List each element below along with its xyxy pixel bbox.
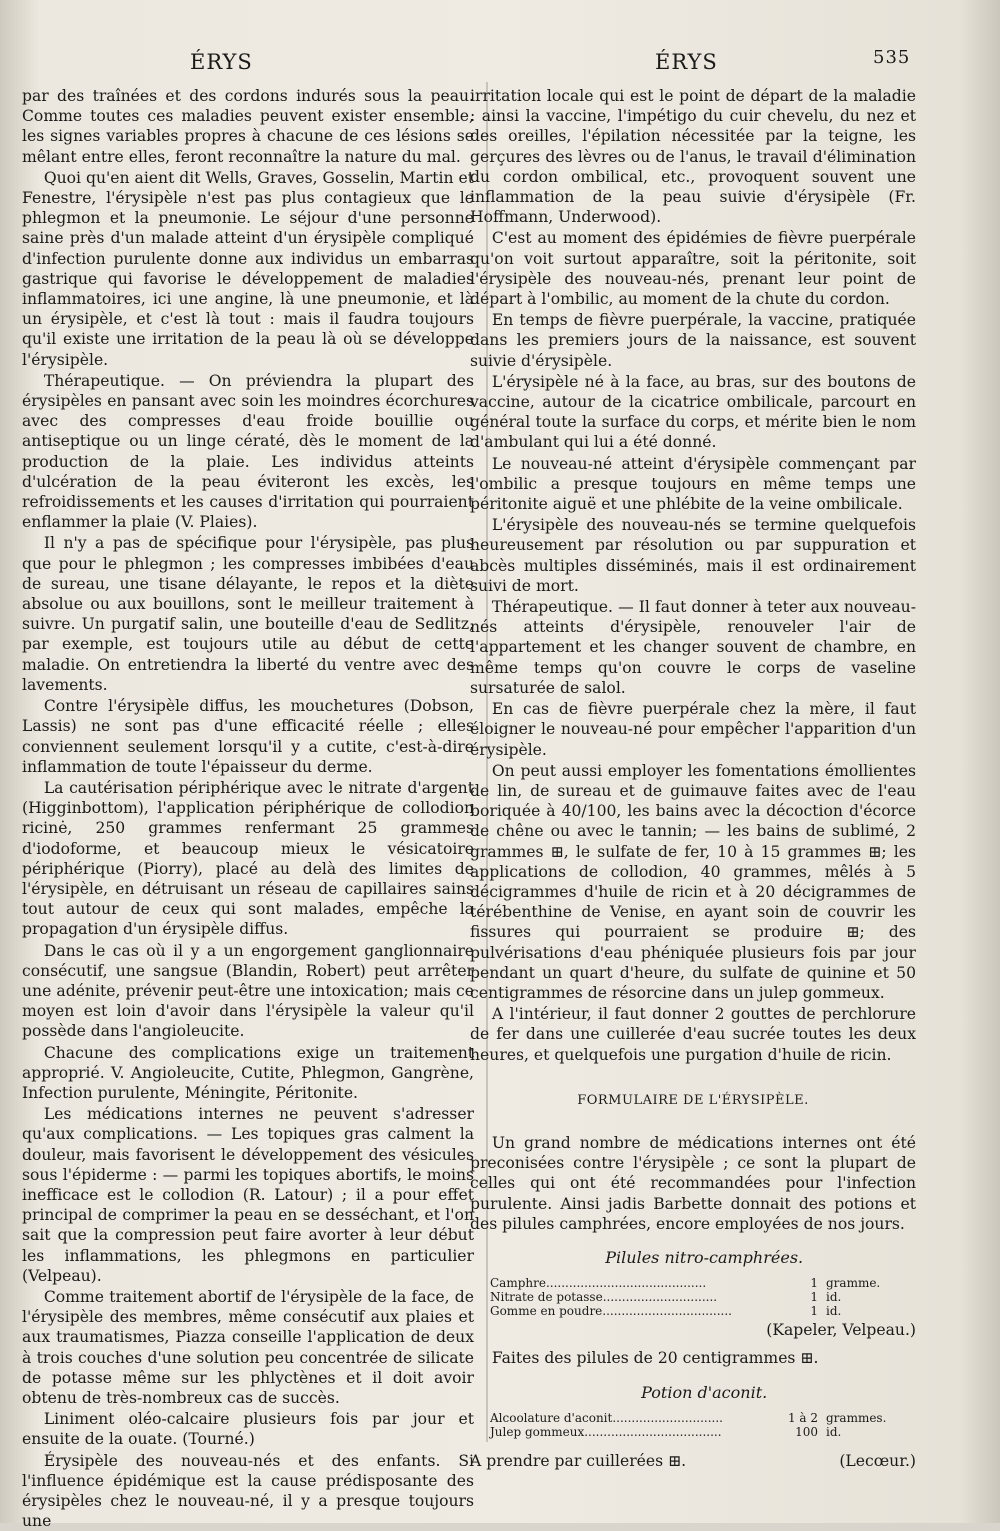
paragraph: irritation locale qui est le point de départ de la maladie : ainsi la vaccine, l'impétigo du cuir chevelu, du nez et des oreilles, l'épilation nécessitée par la teigne, les gerçures des lèvres ou de l'anus, le travail d'élimination du cordon ombilical, etc., provoquent souvent une inflammation de la peau suivie d'érysipèle (Fr. Hoffmann, Underwood). [470, 87, 916, 227]
paragraph: C'est au moment des épidémies de fièvre puerpérale qu'on voit surtout apparaître, soit la péritonite, soit l'érysipèle des nouveau-nés, prenant leur point de départ à l'ombilic, au moment de la chute du cordon. [470, 229, 916, 309]
recipe-source: (Kapeler, Velpeau.) [766, 1321, 916, 1340]
paragraph: Contre l'érysipèle diffus, les mouchetures (Dobson, Lassis) ne sont pas d'une efficacité réelle ; elles conviennent seulement lorsqu'il y a cutite, c'est-à-dire inflammation de toute l'épaisseur du derme. [22, 697, 474, 776]
recipe-row [470, 1290, 916, 1304]
paragraph: Le nouveau-né atteint d'érysipèle commençant par l'ombilic a presque toujours en même temps une péritonite aiguë et une phlébite de la veine ombilicale. [470, 454, 916, 514]
recipe-note: Faites des pilules de 20 centigrammes ⊞. [491, 1349, 819, 1368]
paragraph: Érysipèle des nouveau-nés et des enfants. Si l'influence épidémique est la cause prédisposante des érysipèles chez le nouveau-né, il y a presque toujours une [22, 1451, 474, 1531]
recipe-footer [470, 1451, 916, 1471]
paragraph: A l'intérieur, il faut donner 2 gouttes de perchlorure de fer dans une cuillerée d'eau sucrée toutes les deux heures, et quelquefois une purgation d'huile de ricin. [470, 1005, 916, 1064]
paragraph: par des traînées et des cordons indurés sous la peau. Comme toutes ces maladies peuvent exister ensemble, les signes variables propres à chacune de ces lésions se mêlant entre elles, feront reconnaître la nature du mal. [22, 87, 474, 166]
paragraph: Il n'y a pas de spécifique pour l'érysipèle, pas plus que pour le phlegmon ; les compresses imbibées d'eau de sureau, une tisane délayante, le repos et la diète absolue ou aux bouillons, sont le meilleur traitement à suivre. Un purgatif salin, une bouteille d'eau de Sedlitz, par exemple, est toujours utile au début de cette maladie. On entretiendra la liberté du ventre avec des lavements. [22, 534, 474, 694]
paragraph: On peut aussi employer les fomentations émollientes de lin, de sureau et de guimauve faites avec de l'eau boriquée à 40/100, les bains avec la décoction d'écorce de chêne ou avec le tannin; — les bains de sublimé, 2 grammes ⊞, le sulfate de fer, 10 à 15 grammes ⊞; les applications de collodion, 40 grammes, mêlés à 5 décigrammes d'huile de ricin et à 20 décigrammes de térébenthine de Venise, en ayant soin de couvrir les fissures qui pourraient se produire ⊞; des pulvérisations d'eau phéniquée plusieurs fois par jour pendant un quart d'heure, du sulfate de quinine et 50 centigrammes de résorcine dans un julep gommeux. [470, 761, 916, 1002]
paragraph: En temps de fièvre puerpérale, la vaccine, pratiquée dans les premiers jours de la naissance, est souvent suivie d'érysipèle. [470, 311, 916, 370]
running-head-right: ÉRYS [655, 50, 718, 74]
ingredient: Camphre.......................................... [490, 1276, 707, 1291]
paragraph: Les médications internes ne peuvent s'adresser qu'aux complications. — Les topiques gras calment la douleur, mais favorisent le développement des vésicules sous l'épiderme : — parmi les topiques abortifs, le moins inefficace est le collodion (R. Latour) ; il a pour effet principal de comprimer la peau en se desséchant, et l'on sait que la compression peut faire avorter à leur début les inflammations, les phlegmons en particulier (Velpeau). [22, 1105, 474, 1285]
recipe-row [470, 1411, 916, 1425]
formulary-heading: FORMULAIRE DE L'ÉRYSIPÈLE. [577, 1092, 809, 1108]
paragraph: La cautérisation périphérique avec le nitrate d'argent (Higginbottom), l'application périphérique de collodion ricinė, 250 grammes renfermant 25 grammes d'iodoforme, et beaucoup mieux le vésicatoire périphérique (Piorry), placé au delà des limites de l'érysipèle, en détruisant un réseau de capillaires sains tout autour de ceux qui sont malades, empêche la propagation d'un érysipèle diffus. [22, 778, 474, 939]
unit: grammes. [826, 1410, 887, 1425]
recipe-source: (Lecœur.) [839, 1451, 916, 1470]
running-head-left: ÉRYS [190, 50, 253, 74]
quantity: 100 [795, 1424, 818, 1439]
paragraph: L'érysipèle né à la face, au bras, sur des boutons de vaccine, autour de la cicatrice ombilicale, parcourt en général toute la surface du corps, et mérite bien le nom d'ambulant qui lui a été donné. [470, 372, 916, 452]
unit: id. [826, 1304, 842, 1319]
paragraph: En cas de fièvre puerpérale chez la mère, il faut éloigner le nouveau-né pour empêcher l'apparition d'un érysipèle. [470, 700, 916, 759]
recipe-row [470, 1425, 916, 1439]
unit: gramme. [826, 1276, 881, 1291]
paragraph: Quoi qu'en aient dit Wells, Graves, Gosselin, Martin et Fenestre, l'érysipèle n'est pas plus contagieux que le phlegmon et la pneumonie. Le séjour d'une personne saine près d'un malade atteint d'un érysipèle compliqué d'infection purulente donne aux individus un embarras gastrique qui favorise le développement de maladies inflammatoires, ici une angine, là une pneumonie, et là un érysipèle, et c'est là tout : mais il faudra toujours qu'il existe une irritation de la peau là où se développe l'érysipèle. [22, 168, 475, 369]
ingredient: Nitrate de potasse.............................. [490, 1290, 718, 1305]
quantity: 1 [810, 1290, 818, 1305]
unit: id. [826, 1424, 842, 1439]
paragraph: Thérapeutique. — On préviendra la plupart des érysipèles en pansant avec soin les moindres écorchures avec des compresses d'eau froide bouillie ou antiseptique ou un linge cératé, dès le moment de la production de la plaie. Les individus atteints d'ulcération de la peau éviteront les excès, les refroidissements et les causes d'irritation qui pourraient enflammer la plaie (V. Plaies). [22, 371, 474, 532]
recipe-title: Pilules nitro-camphrées. [605, 1247, 804, 1267]
right-column [470, 86, 916, 1471]
unit: id. [826, 1290, 842, 1305]
recipe-note: A prendre par cuillerées ⊞. [470, 1451, 687, 1470]
ingredient: Gomme en poudre.................................. [490, 1304, 732, 1319]
page-number: 535 [873, 47, 911, 68]
left-column [22, 86, 474, 1531]
recipe-table [470, 1276, 916, 1318]
quantity: 1 [810, 1304, 818, 1319]
paragraph: Dans le cas où il y a un engorgement ganglionnaire consécutif, une sangsue (Blandin, Robert) peut arrêter une adénite, prévenir peut-être une intoxication; mais ce moyen est loin d'avoir dans l'érysipèle la valeur qu'il possède dans l'angioleucite. [22, 941, 474, 1041]
recipe-title: Potion d'aconit. [641, 1382, 768, 1402]
paragraph: Liniment oléo-calcaire plusieurs fois par jour et ensuite de la ouate. (Tourné.) [22, 1410, 474, 1449]
paragraph: L'érysipèle des nouveau-nés se termine quelquefois heureusement par résolution ou par suppuration et abcès multiples disséminés, mais il est ordinairement suivi de mort. [470, 516, 916, 595]
formulary-intro: Un grand nombre de médications internes ont été preconisées contre l'érysipèle ; ce sont la plupart de celles qui ont été recommandées pour l'infection purulente. Ainsi jadis Barbette donnait des potions et des pilules camphrées, encore employées de nos jours. [470, 1133, 916, 1233]
ingredient: Julep gommeux.................................... [490, 1424, 722, 1439]
ingredient: Alcoolature d'aconit............................. [490, 1410, 723, 1425]
paragraph: Chacune des complications exige un traitement approprié. V. Angioleucite, Cutite, Phlegmon, Gangrène, Infection purulente, Méningite, Péritonite. [22, 1043, 474, 1102]
recipe-table [470, 1411, 916, 1439]
recipe-row [470, 1304, 916, 1318]
quantity: 1 [810, 1276, 818, 1291]
quantity: 1 à 2 [787, 1410, 818, 1425]
paragraph: Comme traitement abortif de l'érysipèle de la face, de l'érysipèle des membres, même consécutif aux plaies et aux traumatismes, Piazza conseille l'application de deux à trois couches d'une solution peu concentrée de silicate de potasse même sur les phlyctènes et il doit avoir obtenu de très-nombreux cas de succès. [22, 1287, 474, 1407]
recipe-row [470, 1276, 916, 1290]
paragraph: Thérapeutique. — Il faut donner à teter aux nouveau-nés atteints d'érysipèle, renouveler l'air de l'appartement et les changer souvent de chambre, en même temps qu'on couvre le corps de vaseline sursaturée de salol. [470, 598, 916, 697]
